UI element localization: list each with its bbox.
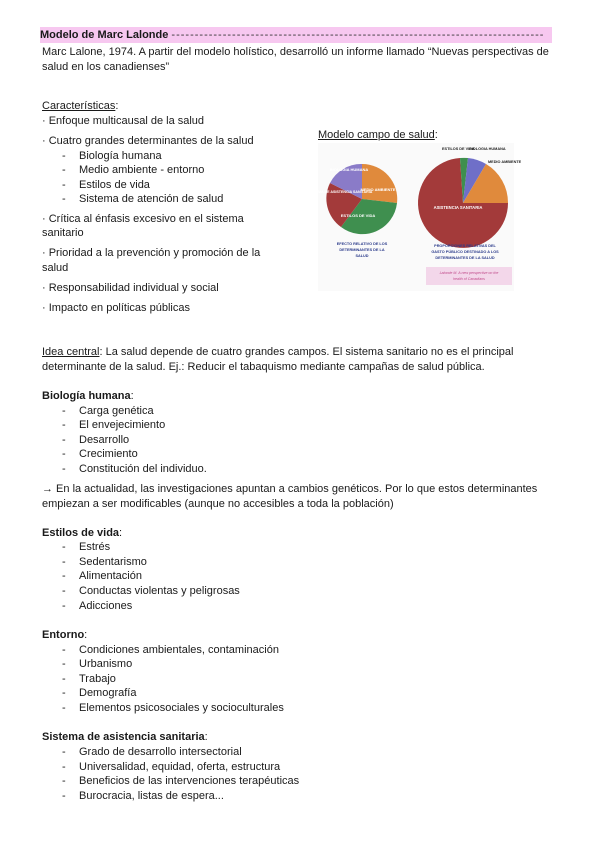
biologia-item: - Carga genética [62,405,154,417]
heading-colon: : [84,629,88,641]
entorno-item: - Urbanismo [62,658,133,670]
caracteristica-item: · Responsabilidad individual y social [42,282,219,294]
sistema-item: - Burocracia, listas de espera... [62,790,224,802]
sistema-heading-text: Sistema de asistencia sanitaria [42,731,205,743]
sistema-heading [42,730,208,745]
right-pie-caption-3: DETERMINANTES DE LA SALUD [435,256,495,260]
figure-footnote-1: Lalonde M. A new perspective on the [439,271,499,275]
figure-heading [318,128,438,143]
idea-central-line-1 [42,345,513,360]
biologia-item: - Constitución del individuo. [62,463,207,475]
page-title-bar [40,27,552,43]
caracteristica-item: · Impacto en políticas públicas [42,302,190,314]
entorno-item: - Elementos psicosociales y socioculturales [62,702,284,714]
estilos-item: - Adicciones [62,600,133,612]
caracteristicas-heading-text: Características [42,100,116,112]
determinante-item: - Sistema de atención de salud [62,193,224,205]
estilos-item: - Alimentación [62,570,142,582]
sistema-item: - Universalidad, equidad, oferta, estructura [62,761,281,773]
figure-footnote-box [426,267,512,285]
left-pie-caption-2: DETERMINANTES DE LA [339,248,385,252]
title-dashes: -------------------------------------------------------------------------------- [171,29,545,41]
heading-colon: : [115,100,119,112]
entorno-item: - Demografía [62,687,137,699]
left-pie-label-estilos: ESTILOS DE VIDA [340,213,376,218]
idea-central-line-2: determinante de la salud. Ej.: Reducir el tabaquismo mediante campañas de salud pública. [42,361,485,373]
right-pie-caption-1: PROPORCIONES RELATIVAS DEL [434,244,496,248]
estilos-item: - Estrés [62,541,111,553]
biologia-heading [42,389,134,404]
intro-line-1: Marc Lalone, 1974. A partir del modelo holístico, desarrolló un informe llamado “Nuevas perspectivas de [42,46,549,58]
caracteristicas-heading [42,99,118,114]
left-pie-caption-1: EFECTO RELATIVO DE LOS [336,242,388,246]
determinante-item: - Biología humana [62,150,162,162]
estilos-item: - Conductas violentas y peligrosas [62,585,240,597]
right-pie-label-biologia: BIOLOGIA HUMANA [469,147,506,151]
entorno-item: - Condiciones ambientales, contaminación [62,644,279,656]
caracteristica-item: · Prioridad a la prevención y promoción de la [42,247,261,259]
right-pie-label-estilos: ESTILOS DE VIDA [442,147,475,151]
biologia-item: - El envejecimiento [62,419,166,431]
idea-central-heading: Idea central [42,346,100,358]
figure-heading-text: Modelo campo de salud [318,129,435,141]
idea-central-text: : La salud depende de cuatro grandes campos. El sistema sanitario no es el principal [99,346,514,358]
caracteristica-item: · Crítica al énfasis excesivo en el sistema [42,213,244,225]
caracteristica-item: · Cuatro grandes determinantes de la salud [42,135,254,147]
estilos-item: - Sedentarismo [62,556,147,568]
entorno-heading-text: Entorno [42,629,85,641]
biologia-heading-text: Biología humana [42,390,131,402]
biologia-note-line-1: → En la actualidad, las investigaciones apuntan a cambios genéticos. Por lo que estos determinantes [42,483,538,495]
heading-colon: : [130,390,134,402]
intro-line-2: salud en los canadienses” [42,61,170,73]
estilos-heading-text: Estilos de vida [42,527,120,539]
left-pie-label-medio: MEDIO AMBIENTE [360,187,396,192]
right-pie-caption-2: GASTO PÚBLICO DESTINADO A LOS [431,250,499,254]
heading-colon: : [434,129,438,141]
figure-footnote-2: health of Canadians [453,277,485,281]
sistema-item: - Grado de desarrollo intersectorial [62,746,242,758]
biologia-item: - Desarrollo [62,434,130,446]
caracteristica-item: · Enfoque multicausal de la salud [42,115,205,127]
left-pie-label-sistema: SISTEMA DE ASISTENCIA SANITARIA [307,190,373,194]
left-pie-label-biologia: BIOLOGIA HUMANA [329,167,369,172]
biologia-note-line-2: empiezan a ser modificables (aunque no accesibles a toda la población) [42,498,394,510]
caracteristica-item-cont: sanitario [42,227,84,239]
entorno-item: - Trabajo [62,673,116,685]
determinante-item: - Estilos de vida [62,179,150,191]
entorno-heading [42,628,87,643]
heading-colon: : [204,731,208,743]
health-field-pies-svg [307,143,522,291]
right-pie-label-medio: MEDIO AMBIENTE [488,160,522,164]
determinante-item: - Medio ambiente - entorno [62,164,205,176]
right-pie-label-asistencia: ASISTENCIA SANITARIA [433,205,483,210]
right-pie [418,147,522,260]
health-field-figure [307,143,522,291]
left-pie-caption-3: SALUD [355,254,369,258]
sistema-item: - Beneficios de las intervenciones terapéuticas [62,775,300,787]
biologia-item: - Crecimiento [62,448,138,460]
estilos-heading [42,526,122,541]
caracteristica-item-cont: salud [42,262,69,274]
page-title: Modelo de Marc Lalonde [40,29,169,41]
left-pie [308,164,398,258]
heading-colon: : [119,527,123,539]
